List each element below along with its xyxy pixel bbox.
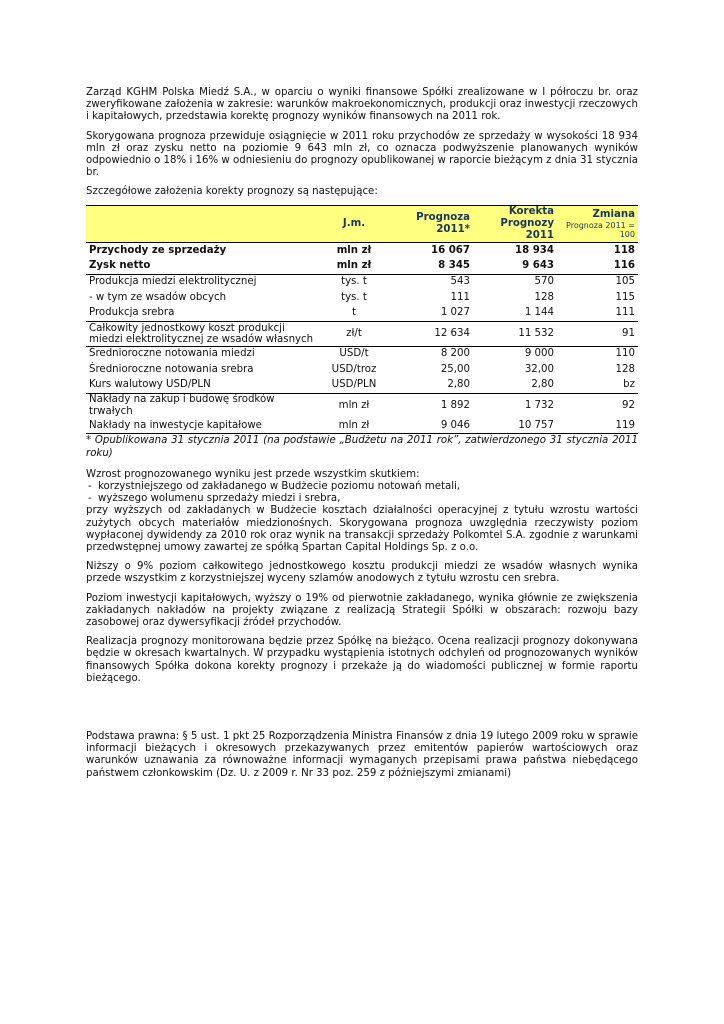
table-header-row [86, 205, 638, 243]
row-zmiana: bz [557, 377, 638, 393]
paragraph-unit-cost: Niższy o 9% poziom całkowitego jednostkowego kosztu produkcji miedzi ze wsadów własnych wynika przede wszystkim z korzystniejszej wyceny szlamów anodowych z tytułu wzrostu cen srebra. [86, 561, 638, 585]
header-label [86, 205, 319, 243]
row-label: Produkcja srebra [86, 305, 319, 321]
row-label: - w tym ze wsadów obcych [89, 291, 227, 303]
table-row [86, 274, 638, 290]
table-row [86, 346, 638, 362]
paragraph-forecast: Skorygowana prognoza przewiduje osiągnięcie w 2011 roku przychodów ze sprzedaży w wysokości 18 934 mln zł oraz zysku netto na poziomie 9 643 mln zł, co oznacza podwyższenie planowanych wyników odpowiednio o 18% i 16% w odniesieniu do prognozy opublikowanej w raporcie bieżącym z dnia 31 stycznia br. [86, 130, 638, 179]
row-prognoza: 8 200 [440, 348, 470, 360]
header-unit: J.m. [319, 205, 389, 243]
row-korekta: 2,80 [473, 377, 557, 393]
row-prognoza: 1 027 [389, 305, 473, 321]
table-row [86, 290, 638, 305]
row-unit: USD/troz [331, 363, 377, 375]
row-zmiana: 116 [557, 259, 638, 275]
table-row [86, 418, 638, 434]
row-prognoza: 1 892 [440, 399, 470, 411]
paragraph-monitoring: Realizacja prognozy monitorowana będzie przez Spółkę na bieżąco. Ocena realizacji prognozy dokonywana będzie w okresach kwartalnych. W przypadku wystąpienia istotnych odchyleń od prognozowanych wyników finansowych Spółka dokona korekty prognozy i przekaże ją do wiadomości publicznej w formie raportu bieżącego. [86, 636, 638, 684]
row-label: Średnioroczne notowania srebra [89, 363, 254, 375]
row-unit: mln zł [319, 418, 389, 434]
row-unit: t [319, 305, 389, 321]
table-row [86, 305, 638, 321]
paragraph-costs: przy wyższych od zakładanych w Budżecie kosztach działalności operacyjnej z tytułu wzrostu wartości zużytych obcych materiałów miedzionośnych. Skorygowana prognoza uwzględnia rzeczywisty poziom wypłaconej dywidendy za 2010 rok oraz wynik na transakcji sprzedaży Polkomtel S.A. zgodnie z warunkami przedwstępnej umowy zawartej ze spółką Spartan Capital Holdings Sp. z o.o. [86, 505, 638, 553]
growth-reasons-list [86, 481, 638, 505]
row-unit: mln zł [336, 244, 372, 256]
forecast-table [86, 205, 638, 435]
row-unit: tys. t [341, 291, 367, 303]
row-label: Przychody ze sprzedaży [89, 244, 227, 256]
row-unit: tys. t [341, 276, 367, 288]
header-prognoza: Prognoza 2011* [389, 205, 473, 243]
row-korekta: 9 643 [473, 259, 557, 275]
row-zmiana: 110 [615, 348, 635, 360]
row-prognoza: 16 067 [431, 244, 470, 256]
row-label: Zysk netto [86, 259, 319, 275]
row-label: Kurs walutowy USD/PLN [86, 377, 319, 393]
row-label: Średnioroczne notowania miedzi [89, 348, 255, 360]
header-zmiana-sub: Prognoza 2011 = 100 [566, 221, 635, 240]
row-prognoza: 8 345 [389, 259, 473, 275]
row-zmiana: 118 [613, 244, 635, 256]
row-unit: USD/PLN [319, 377, 389, 393]
row-label: Nakłady na inwestycje kapitałowe [86, 418, 319, 434]
row-korekta: 128 [534, 291, 554, 303]
document-page [86, 87, 638, 780]
table-row [86, 393, 638, 418]
table-row [86, 321, 638, 346]
row-prognoza: 9 046 [389, 418, 473, 434]
row-unit: USD/t [339, 348, 369, 360]
row-korekta: 10 757 [473, 418, 557, 434]
row-prognoza: 543 [450, 276, 470, 288]
row-label: Całkowity jednostkowy koszt produkcji miedzi elektrolitycznej ze wsadów własnych [86, 321, 319, 346]
row-korekta: 11 532 [473, 321, 557, 346]
row-zmiana: 92 [622, 399, 635, 411]
legal-basis: Podstawa prawna: § 5 ust. 1 pkt 25 Rozporządzenia Ministra Finansów z dnia 19 lutego 2009 roku w sprawie informacji bieżących i okresowych przekazywanych przez emitentów papierów wartościowych oraz warunków uznawania za równoważne informacji wymaganych przepisami prawa państwa niebędącego państwem członkowskim (Dz. U. z 2009 r. Nr 33 poz. 259 z późniejszymi zmianami) [86, 730, 638, 779]
row-unit: mln zł [319, 259, 389, 275]
row-zmiana: 111 [557, 305, 638, 321]
row-unit: mln zł [338, 399, 370, 411]
row-prognoza: 2,80 [389, 377, 473, 393]
header-korekta: Korekta Prognozy 2011 [473, 205, 557, 243]
row-label: Produkcja miedzi elektrolitycznej [89, 276, 257, 288]
header-zmiana [557, 205, 638, 243]
row-zmiana: 91 [557, 321, 638, 346]
row-korekta: 18 934 [515, 244, 554, 256]
list-item: - wyższego wolumenu sprzedaży miedzi i srebra, [86, 493, 638, 505]
paragraph-investments: Poziom inwestycji kapitałowych, wyższy o 19% od pierwotnie zakładanego, wynika głównie ze zwiększenia zakładanych nakładów na projekty związane z realizacją Strategii Spółki w obszarach: rozwoju bazy zasobowej oraz dywersyfikacji źródeł przychodów. [86, 592, 638, 628]
row-prognoza: 111 [450, 291, 470, 303]
row-zmiana: 128 [615, 363, 635, 375]
row-zmiana: 119 [557, 418, 638, 434]
paragraph-details-intro: Szczegółowe założenia korekty prognozy są następujące: [86, 186, 378, 198]
row-zmiana: 105 [615, 276, 635, 288]
table-row [86, 259, 638, 275]
row-korekta: 9 000 [524, 348, 554, 360]
row-label: Nakłady na zakup i budowę środków trwałych [89, 393, 275, 417]
row-korekta: 1 144 [473, 305, 557, 321]
row-korekta: 570 [534, 276, 554, 288]
table-row [86, 243, 638, 259]
row-korekta: 1 732 [524, 399, 554, 411]
table-row [86, 362, 638, 377]
table-footnote: * Opublikowana 31 stycznia 2011 (na podstawie „Budżetu na 2011 rok”, zatwierdzonego 31 stycznia 2011 roku) [86, 435, 638, 459]
row-zmiana: 115 [615, 291, 635, 303]
paragraph-growth-intro: Wzrost prognozowanego wyniku jest przede wszystkim skutkiem: [86, 468, 420, 480]
row-prognoza: 12 634 [389, 321, 473, 346]
list-item: - korzystniejszego od zakładanego w Budżecie poziomu notowań metali, [86, 481, 638, 493]
row-unit: zł/t [319, 321, 389, 346]
row-prognoza: 25,00 [440, 363, 470, 375]
row-korekta: 32,00 [524, 363, 554, 375]
header-zmiana-label: Zmiana [592, 208, 635, 220]
paragraph-intro: Zarząd KGHM Polska Miedź S.A., w oparciu o wyniki finansowe Spółki zrealizowane w I półroczu br. oraz zweryfikowane założenia w zakresie: warunków makroekonomicznych, produkcji oraz inwestycji rzeczowych i kapitałowych, przedstawia korektę prognozy wyników finansowych na 2011 rok. [86, 87, 638, 123]
table-row [86, 377, 638, 393]
